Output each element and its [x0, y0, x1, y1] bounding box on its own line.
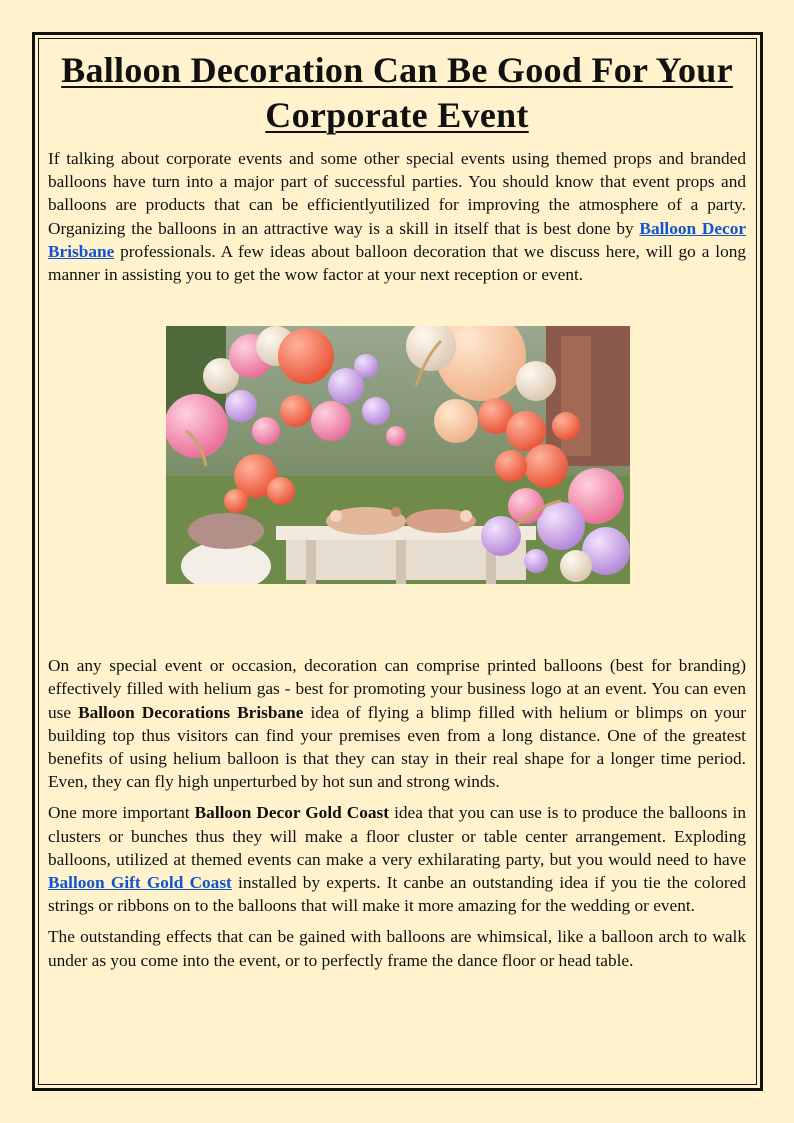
helium-paragraph: On any special event or occasion, decoration can comprise printed balloons (best for branding) effectively filled with helium gas - best for promoting your business logo at an event. You can even use Balloon Decorations Brisbane idea of flying a blimp filled with helium or blimps on your building top thus visitors can find your premises even from a long distance. One of the greatest benefits of using helium balloon is that they can stay in their real shape for a longer time period. Even, they can fly high unperturbed by hot sun and strong winds.: [48, 656, 747, 792]
intro-paragraph: If talking about corporate events and some other special events using themed props and branded balloons have turn into a major part of successful parties. You should know that event props and balloons are products that can be efficientlyutilized for improving the atmosphere of a party. Organizing the balloons in an attractive way is a skill in itself that is best done by Balloon Decor Brisbane professionals. A few ideas about balloon decoration that we discuss here, will go a long manner in assisting you to get the wow factor at your next reception or event.: [48, 149, 747, 285]
clusters-paragraph: One more important Balloon Decor Gold Coast idea that you can use is to produce the balloons in clusters or bunches thus they will make a floor cluster or table center arrangement. Exploding balloons, utilized at themed events can make a very exhilarating party, but you would need to have Balloon Gift Gold Coast installed by experts. It canbe an outstanding idea if you tie the colored strings or ribbons on to the balloons that will make it more amazing for the wedding or event.: [48, 803, 747, 916]
balloon-decor-gold-coast-bold: Balloon Decor Gold Coast: [194, 803, 390, 823]
balloon-gift-gold-coast-link[interactable]: Balloon Gift Gold Coast: [48, 873, 232, 893]
image-section: [48, 294, 746, 654]
page-title: Balloon Decoration Can Be Good For Your Corporate Event: [61, 50, 733, 135]
balloon-decor-brisbane-link[interactable]: Balloon Decor Brisbane: [48, 218, 747, 261]
effects-paragraph: The outstanding effects that can be gained with balloons are whimsical, like a balloon arch to walk under as you come into the event, or to perfectly frame the dance floor or head table.: [48, 927, 746, 970]
balloon-decorations-brisbane-bold: Balloon Decorations Brisbane: [78, 702, 304, 722]
document-body: [48, 48, 746, 980]
balloon-decoration-photo: [166, 326, 630, 584]
